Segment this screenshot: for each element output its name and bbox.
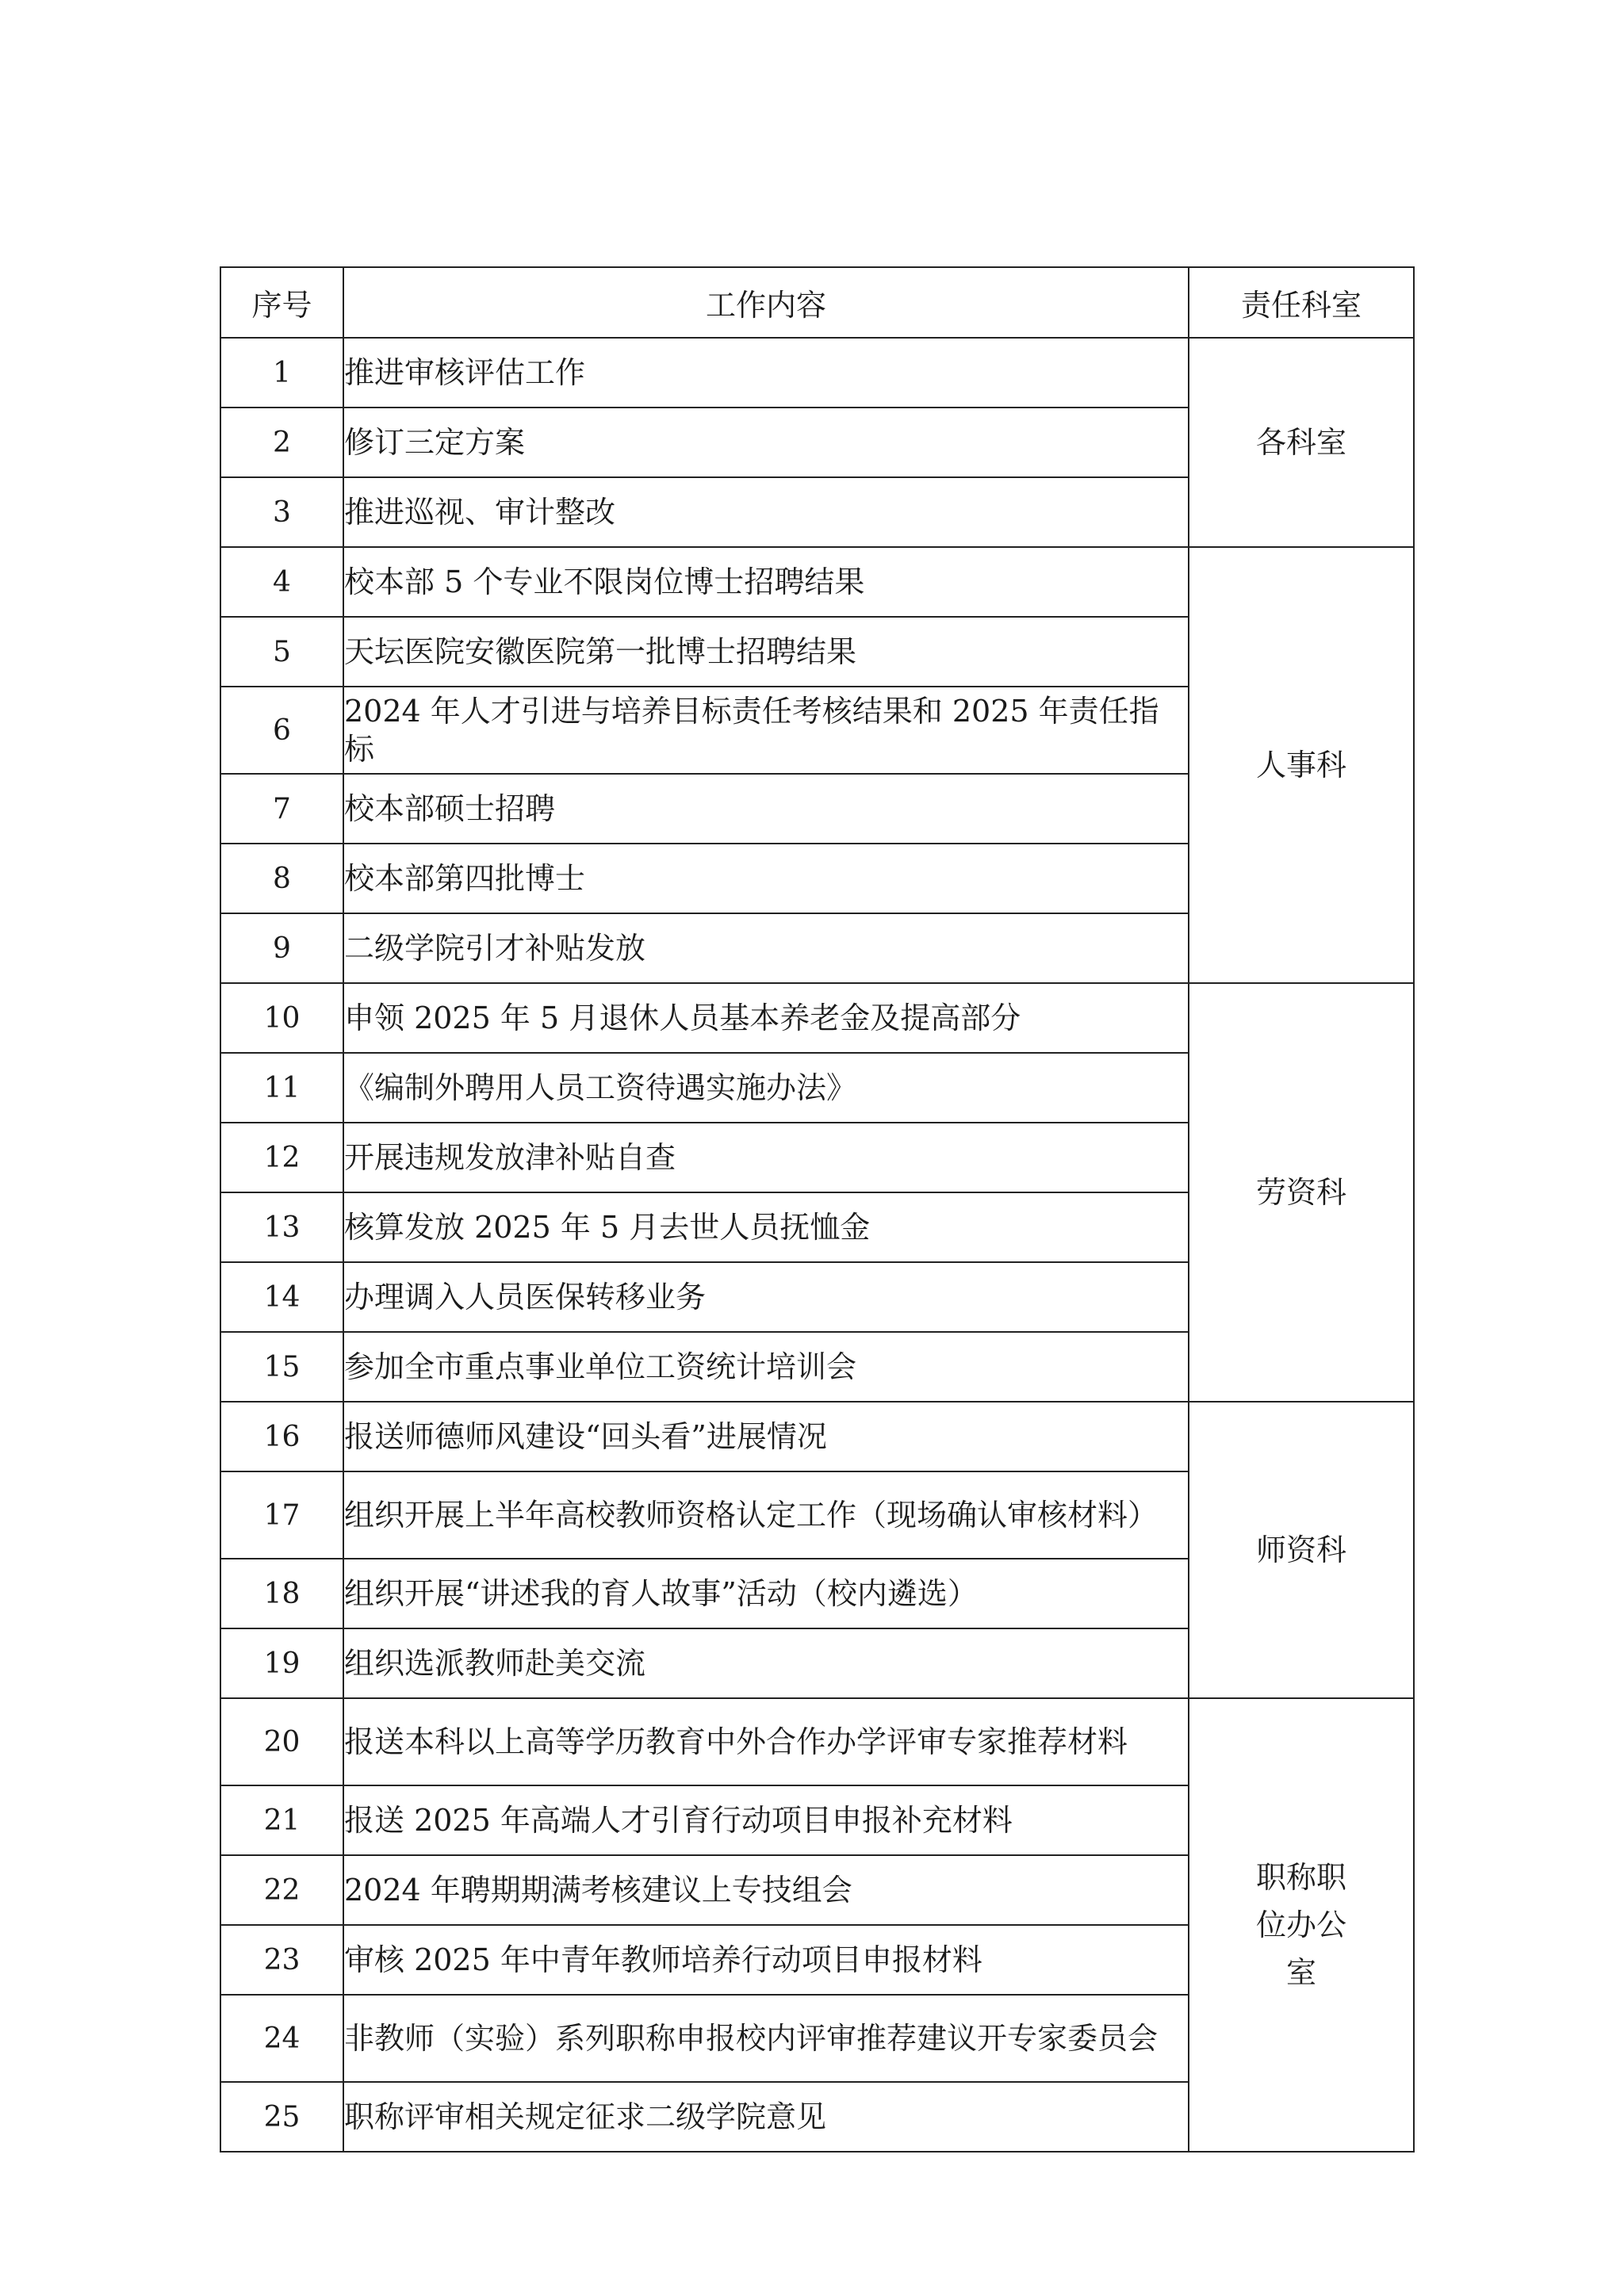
row-content: 组织开展“讲述我的育人故事”活动（校内遴选） xyxy=(343,1559,1189,1628)
row-number: 22 xyxy=(220,1855,343,1925)
dept-cell xyxy=(1189,1698,1414,2152)
header-content: 工作内容 xyxy=(343,267,1189,338)
table-row xyxy=(220,983,1414,1053)
work-table xyxy=(220,266,1415,2152)
row-number: 3 xyxy=(220,477,343,547)
row-content: 审核 2025 年中青年教师培养行动项目申报材料 xyxy=(343,1925,1189,1995)
row-number: 18 xyxy=(220,1559,343,1628)
row-content: 办理调入人员医保转移业务 xyxy=(343,1262,1189,1332)
row-content: 推进审核评估工作 xyxy=(343,338,1189,408)
row-number: 17 xyxy=(220,1471,343,1559)
dept-cell: 师资科 xyxy=(1189,1402,1414,1698)
row-content: 参加全市重点事业单位工资统计培训会 xyxy=(343,1332,1189,1402)
row-number: 9 xyxy=(220,913,343,983)
row-content: 报送师德师风建设“回头看”进展情况 xyxy=(343,1402,1189,1471)
row-number: 14 xyxy=(220,1262,343,1332)
row-content: 组织选派教师赴美交流 xyxy=(343,1628,1189,1698)
row-number: 15 xyxy=(220,1332,343,1402)
dept-name: 职称职位办公室 xyxy=(1255,1860,1346,1990)
row-content: 报送本科以上高等学历教育中外合作办学评审专家推荐材料 xyxy=(343,1698,1189,1785)
row-number: 16 xyxy=(220,1402,343,1471)
row-content: 开展违规发放津补贴自查 xyxy=(343,1123,1189,1192)
row-number: 4 xyxy=(220,547,343,617)
row-number: 7 xyxy=(220,774,343,844)
table-row xyxy=(220,1402,1414,1471)
row-content: 校本部第四批博士 xyxy=(343,844,1189,913)
row-number: 21 xyxy=(220,1785,343,1855)
row-number: 11 xyxy=(220,1053,343,1123)
table-header-row xyxy=(220,267,1414,338)
row-content: 2024 年聘期期满考核建议上专技组会 xyxy=(343,1855,1189,1925)
row-number: 13 xyxy=(220,1192,343,1262)
row-number: 8 xyxy=(220,844,343,913)
row-number: 2 xyxy=(220,408,343,477)
row-content: 《编制外聘用人员工资待遇实施办法》 xyxy=(343,1053,1189,1123)
row-number: 6 xyxy=(220,687,343,774)
header-seq: 序号 xyxy=(220,267,343,338)
row-content: 修订三定方案 xyxy=(343,408,1189,477)
table-row xyxy=(220,338,1414,408)
row-number: 20 xyxy=(220,1698,343,1785)
row-number: 1 xyxy=(220,338,343,408)
row-number: 25 xyxy=(220,2082,343,2152)
dept-cell: 人事科 xyxy=(1189,547,1414,983)
row-content: 校本部硕士招聘 xyxy=(343,774,1189,844)
row-number: 10 xyxy=(220,983,343,1053)
row-content: 校本部 5 个专业不限岗位博士招聘结果 xyxy=(343,547,1189,617)
row-content: 核算发放 2025 年 5 月去世人员抚恤金 xyxy=(343,1192,1189,1262)
dept-cell: 各科室 xyxy=(1189,338,1414,547)
row-content: 职称评审相关规定征求二级学院意见 xyxy=(343,2082,1189,2152)
row-number: 24 xyxy=(220,1995,343,2082)
row-content: 天坛医院安徽医院第一批博士招聘结果 xyxy=(343,617,1189,687)
row-content: 推进巡视、审计整改 xyxy=(343,477,1189,547)
row-content: 报送 2025 年高端人才引育行动项目申报补充材料 xyxy=(343,1785,1189,1855)
header-dept: 责任科室 xyxy=(1189,267,1414,338)
row-number: 5 xyxy=(220,617,343,687)
row-number: 23 xyxy=(220,1925,343,1995)
table-row xyxy=(220,547,1414,617)
row-number: 12 xyxy=(220,1123,343,1192)
dept-cell: 劳资科 xyxy=(1189,983,1414,1402)
row-content: 2024 年人才引进与培养目标责任考核结果和 2025 年责任指标 xyxy=(343,687,1189,774)
row-content: 申领 2025 年 5 月退休人员基本养老金及提高部分 xyxy=(343,983,1189,1053)
row-content: 组织开展上半年高校教师资格认定工作（现场确认审核材料） xyxy=(343,1471,1189,1559)
row-content: 非教师（实验）系列职称申报校内评审推荐建议开专家委员会 xyxy=(343,1995,1189,2082)
row-number: 19 xyxy=(220,1628,343,1698)
row-content: 二级学院引才补贴发放 xyxy=(343,913,1189,983)
table-row xyxy=(220,1698,1414,1785)
